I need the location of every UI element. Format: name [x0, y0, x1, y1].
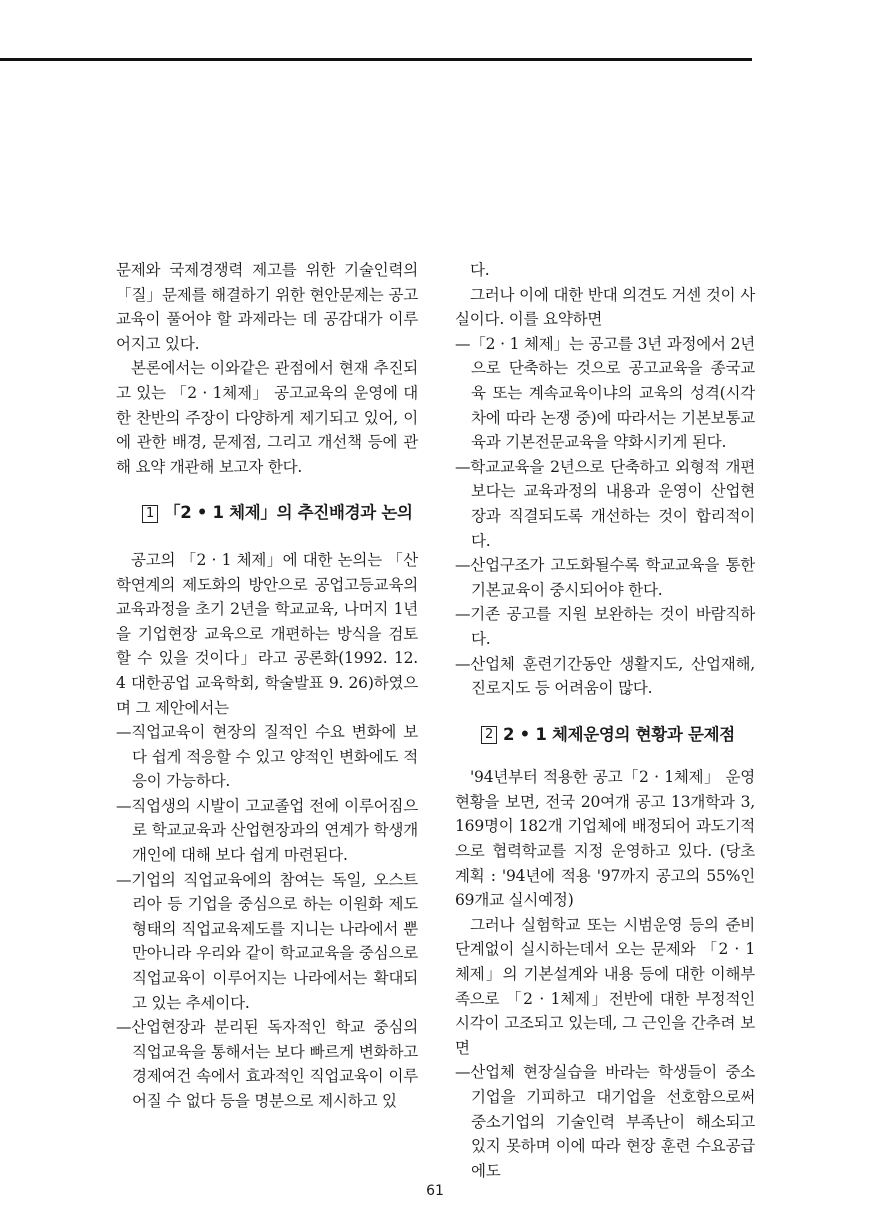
section-number-box: 1	[142, 505, 158, 523]
opposition-item-1: —「2 · 1 체제」는 공고를 3년 과정에서 2년으로 단축하는 것으로 공고교육을 종국교육 또는 계속교육이냐의 교육의 성격(시각차에 따라 논쟁 중)에 따라서는 기본보통교육과 기본전문교육을 약화시키게 된다.	[455, 334, 755, 452]
continuation-text: 다.	[470, 261, 490, 279]
section-heading-2-text: 2 • 1 체제운영의 현황과 문제점	[503, 724, 735, 744]
section-heading-1	[116, 501, 418, 526]
opposition-item-3: —산업구조가 고도화될수록 학교교육을 통한 기본교육이 중시되어야 한다.	[455, 556, 755, 599]
left-column	[116, 258, 418, 1114]
intro-paragraph: 문제와 국제경쟁력 제고를 위한 기술인력의 「질」문제를 해결하기 위한 현안문제는 공고교육이 풀어야 할 과제라는 데 공감대가 이루어지고 있다.	[116, 261, 418, 353]
proposal-item-3: —기업의 직업교육에의 참여는 독일, 오스트리아 등 기업을 중심으로 하는 이원화 제도 형태의 직업교육제도를 지니는 나라에서 뿐만아니라 우리와 같이 학교교육을 중심으로 직업교육이 이루어지는 나라에서는 확대되고 있는 추세이다.	[116, 870, 418, 1012]
problem-paragraph: 그러나 실험학교 또는 시범운영 등의 준비단계없이 실시하는데서 오는 문제와 「2 · 1체제」의 기본설계와 내용 등에 대한 이해부족으로 「2 · 1체제」전반에 대한 부정적인 시각이 고조되고 있는데, 그 근인을 간추려 보면	[455, 915, 755, 1057]
section-heading-2	[455, 723, 755, 748]
problem-item-1: —산업체 현장실습을 바라는 학생들이 중소기업을 기피하고 대기업을 선호함으로써 중소기업의 기술인력 부족난이 해소되고 있지 못하며 이에 따라 현장 훈련 수요공급에도	[455, 1063, 755, 1180]
proposal-item-1: —직업교육이 현장의 질적인 수요 변화에 보다 쉽게 적응할 수 있고 양적인 변화에도 적응이 가능하다.	[116, 723, 418, 791]
opposition-item-4: —기존 공고를 지원 보완하는 것이 바람직하다.	[455, 605, 755, 648]
page-number: 61	[426, 1183, 444, 1199]
right-column	[455, 258, 755, 1183]
opposition-item-5: —산업체 훈련기간동안 생활지도, 산업재해, 진로지도 등 어려움이 많다.	[455, 654, 755, 698]
opposition-item-2: —학교교육을 2년으로 단축하고 외형적 개편보다는 교육과정의 내용과 운영이 산업현장과 직결되도록 개선하는 것이 합리적이다.	[455, 457, 755, 550]
overview-paragraph: 본론에서는 이와같은 관점에서 현재 추진되고 있는 「2 · 1체제」 공고교육의 운영에 대한 찬반의 주장이 다양하게 제기되고 있어, 이에 관한 배경, 문제점, 그리고 개선책 등에 관해 요약 개관해 보고자 한다.	[116, 359, 418, 476]
status-paragraph: '94년부터 적용한 공고「2 · 1체제」 운영현황을 보면, 전국 20여개 공고 13개학과 3, 169명이 182개 기업체에 배정되어 과도기적으로 협력학교를 지정 운영하고 있다. (당초계획 : '94년에 적용 '97까지 공고의 55%인 69개교 실시예정)	[455, 768, 755, 910]
opposition-paragraph: 그러나 이에 대한 반대 의견도 거센 것이 사실이다. 이를 요약하면	[455, 285, 755, 329]
proposal-item-4: —산업현장과 분리된 독자적인 학교 중심의 직업교육을 통해서는 보다 빠르게 변화하고 경제여건 속에서 효과적인 직업교육이 이루어질 수 없다 등을 명분으로 제시하고 있	[116, 1018, 418, 1110]
section-number-box: 2	[481, 726, 497, 744]
proposal-item-2: —직업생의 시발이 고교졸업 전에 이루어짐으로 학교교육과 산업현장과의 연계가 학생개개인에 대해 보다 쉽게 마련된다.	[116, 796, 418, 865]
background-paragraph: 공고의 「2 · 1 체제」에 대한 논의는 「산학연계의 제도화의 방안으로 공업고등교육의 교육과정을 초기 2년을 학교교육, 나머지 1년을 기업현장 교육으로 개편하는 방식을 검토할 수 있을 것이다」라고 공론화(1992. 12. 4 대한공업 교육학회, 학술발표 9. 26)하였으며 그 제안에서는	[116, 550, 418, 717]
top-rule	[0, 58, 752, 61]
section-heading-1-text: 「2 • 1 체제」의 추진배경과 논의	[164, 503, 413, 523]
